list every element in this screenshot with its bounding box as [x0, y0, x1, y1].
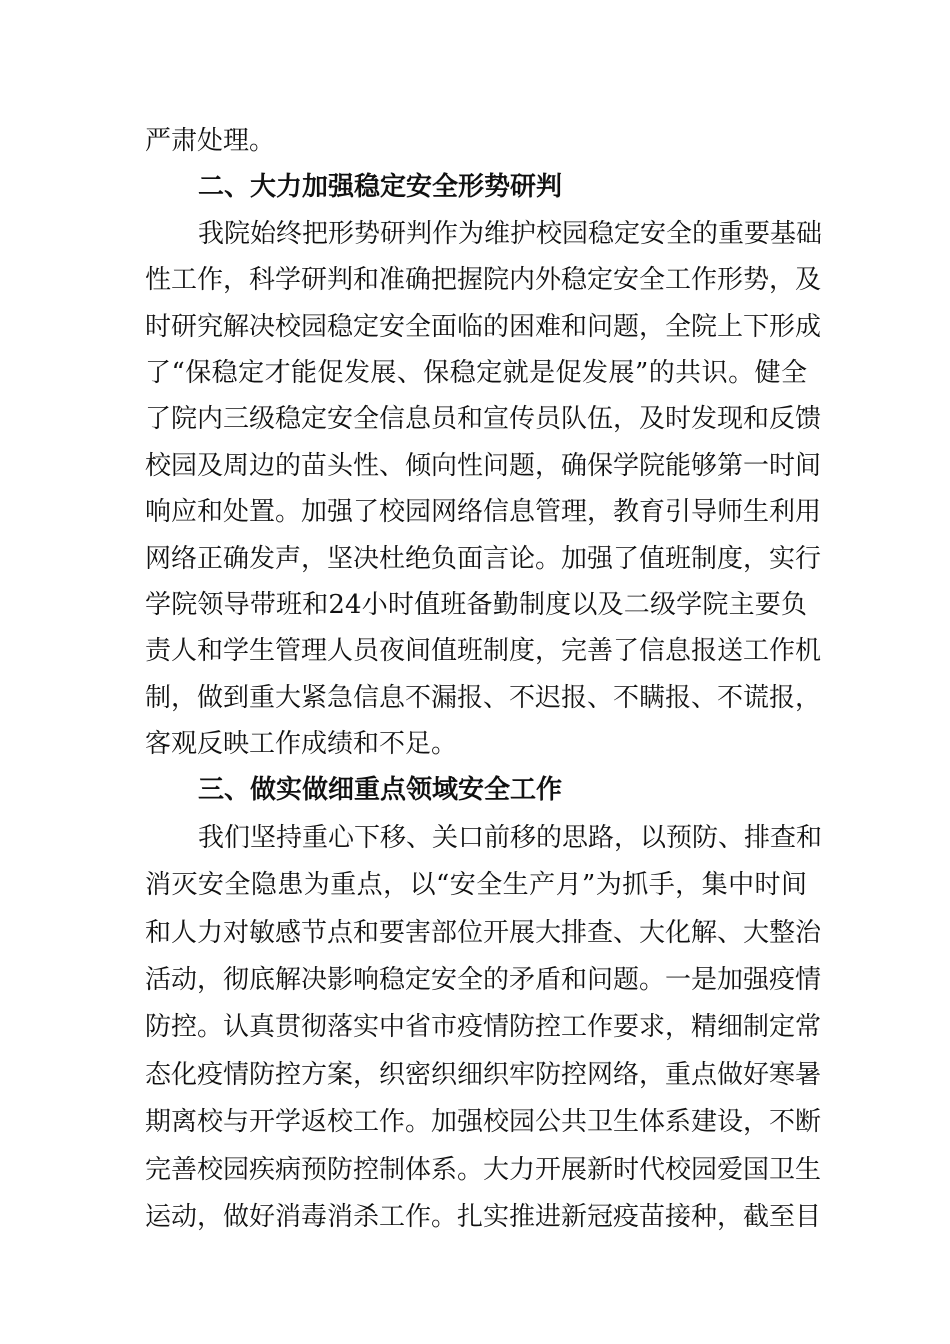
section-heading: 二、大力加强稳定安全形势研判	[198, 172, 563, 203]
paragraph-line: 期离校与开学返校工作。加强校园公共卫生体系建设，不断	[145, 1107, 822, 1138]
paragraph-line: 态化疫情防控方案，织密织细织牢防控网络，重点做好寒暑	[145, 1059, 822, 1090]
paragraph-line: 责人和学生管理人员夜间值班制度，完善了信息报送工作机	[145, 636, 822, 667]
section-3-body	[145, 815, 823, 1242]
paragraph-line: 校园及周边的苗头性、倾向性问题，确保学院能够第一时间	[145, 450, 822, 481]
paragraph-line: 活动，彻底解决影响稳定安全的矛盾和问题。一是加强疫情	[145, 965, 822, 996]
paragraph-line: 防控。认真贯彻落实中省市疫情防控工作要求，精细制定常	[145, 1012, 822, 1043]
section-3	[145, 767, 823, 1241]
paragraph-line: 了院内三级稳定安全信息员和宣传员队伍，及时发现和反馈	[145, 404, 822, 435]
document-page	[145, 118, 823, 1241]
paragraph-line: 客观反映工作成绩和不足。	[145, 729, 458, 760]
paragraph-line: 网络正确发声，坚决杜绝负面言论。加强了值班制度，实行	[145, 543, 822, 574]
section-heading: 三、做实做细重点领域安全工作	[198, 775, 563, 806]
paragraph-line: 制，做到重大紧急信息不漏报、不迟报、不瞒报、不谎报，	[145, 682, 822, 713]
paragraph-line: 运动，做好消毒消杀工作。扎实推进新冠疫苗接种，截至目	[145, 1201, 822, 1232]
paragraph-line: 学院领导带班和24小时值班备勤制度以及二级学院主要负	[145, 589, 807, 620]
section-2-body	[145, 211, 823, 768]
paragraph-line: 性工作，科学研判和准确把握院内外稳定安全工作形势，及	[145, 265, 822, 296]
paragraph-line: 完善校园疾病预防控制体系。大力开展新时代校园爱国卫生	[145, 1154, 822, 1185]
paragraph-line: 我院始终把形势研判作为维护校园稳定安全的重要基础	[198, 218, 823, 249]
paragraph-line: 消灭安全隐患为重点，以“安全生产月”为抓手，集中时间	[145, 870, 807, 901]
paragraph-line: 响应和处置。加强了校园网络信息管理，教育引导师生利用	[145, 497, 822, 528]
paragraph-line: 和人力对敏感节点和要害部位开展大排查、大化解、大整治	[145, 917, 822, 948]
paragraph-line: 我们坚持重心下移、关口前移的思路，以预防、排查和	[198, 822, 823, 853]
paragraph-line: 了“保稳定才能促发展、保稳定就是促发展”的共识。健全	[145, 357, 807, 388]
paragraph-line: 时研究解决校园稳定安全面临的困难和问题，全院上下形成	[145, 311, 822, 342]
paragraph-line: 严肃处理。	[145, 126, 276, 156]
